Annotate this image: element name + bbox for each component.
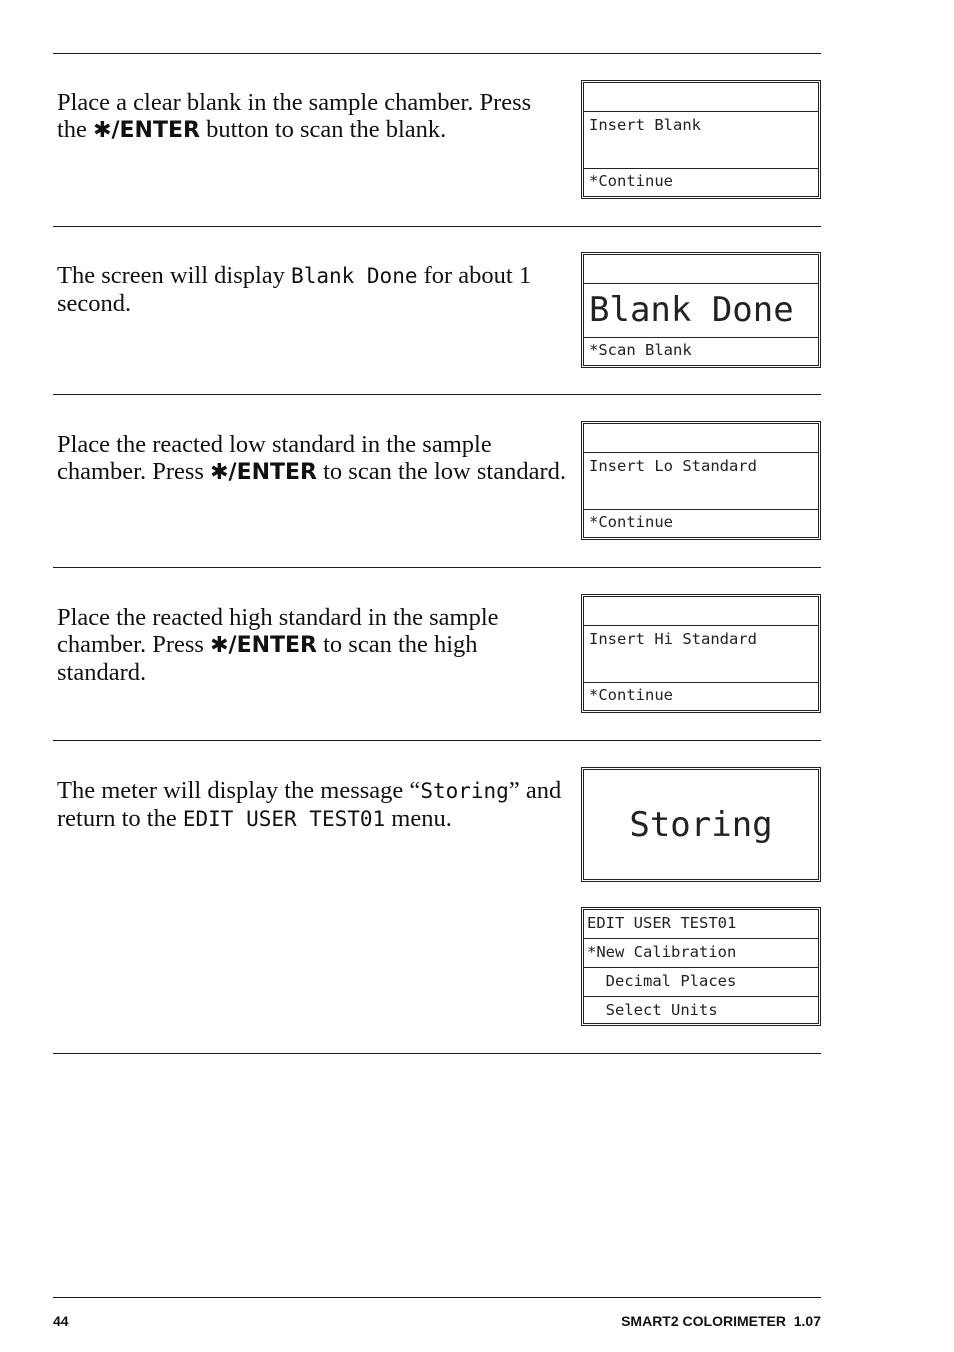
page-number: 44 — [53, 1313, 69, 1329]
divider — [53, 1297, 821, 1298]
display-code: Blank Done — [291, 264, 418, 288]
lcd-line — [584, 83, 818, 112]
lcd-line: Blank Done — [584, 284, 818, 338]
instruction-text: Place the reacted high standard in the sample chamber. Press ✱/ENTER to scan the high standard. — [57, 604, 499, 686]
lcd-menu-screen — [583, 909, 819, 1024]
lcd-screen — [583, 423, 819, 538]
lcd-screen — [583, 82, 819, 197]
footer-title: SMART2 COLORIMETER 1.07 — [621, 1313, 821, 1329]
menu-item: Decimal Places — [584, 968, 818, 997]
menu-title: EDIT USER TEST01 — [584, 910, 818, 939]
lcd-screen — [583, 769, 819, 880]
menu-item: *New Calibration — [584, 939, 818, 968]
lcd-line — [584, 424, 818, 453]
lcd-line: *Continue — [589, 172, 673, 190]
lcd-line: *Scan Blank — [589, 341, 692, 359]
lcd-line: *Continue — [589, 513, 673, 531]
lcd-screen — [583, 254, 819, 366]
enter-key-label: ✱/ENTER — [93, 118, 200, 143]
divider — [53, 1053, 821, 1054]
enter-key-label: ✱/ENTER — [210, 633, 317, 658]
divider — [53, 740, 821, 741]
instruction-text: Place the reacted low standard in the sample chamber. Press ✱/ENTER to scan the low standard. — [57, 431, 567, 485]
lcd-line: Insert Hi Standard — [584, 626, 818, 683]
enter-key-label: ✱/ENTER — [210, 460, 317, 485]
lcd-message: Storing — [629, 804, 773, 845]
lcd-line: Insert Lo Standard — [584, 453, 818, 510]
divider — [53, 394, 821, 395]
instruction-text: The meter will display the message “Storing” and return to the EDIT USER TEST01 menu. — [57, 777, 562, 832]
display-code: Storing — [420, 779, 509, 803]
divider — [53, 567, 821, 568]
lcd-screen — [583, 596, 819, 711]
lcd-line: *Continue — [589, 686, 673, 704]
instruction-text: The screen will display Blank Done for about 1 second. — [57, 262, 532, 317]
lcd-line — [584, 597, 818, 626]
lcd-line — [584, 255, 818, 284]
display-code: EDIT USER TEST01 — [182, 807, 386, 831]
divider — [53, 226, 821, 227]
instruction-text: Place a clear blank in the sample chamber. Press the ✱/ENTER button to scan the blank. — [57, 89, 532, 143]
menu-item: Select Units — [587, 1001, 718, 1019]
lcd-line: Insert Blank — [584, 112, 818, 169]
divider — [53, 53, 821, 54]
